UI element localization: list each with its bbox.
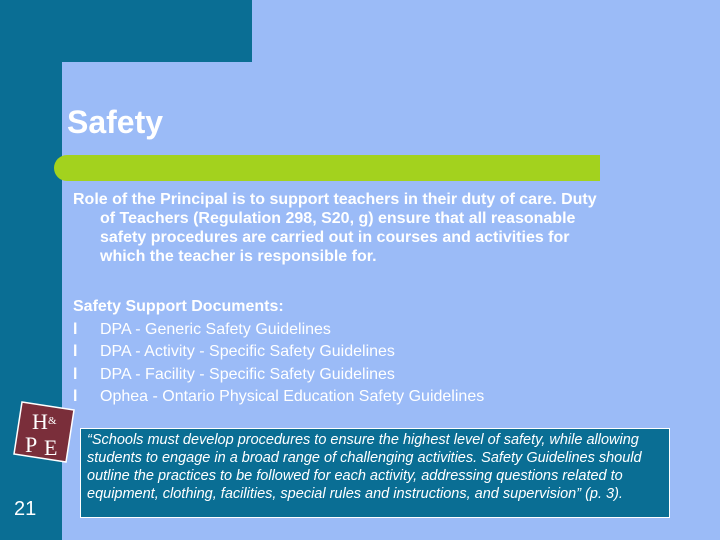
paragraph-line-3: safety procedures are carried out in courses and activities for — [100, 229, 570, 246]
bullet-icon: l — [73, 320, 78, 338]
logo-letter-h: H — [32, 409, 48, 434]
logo-letter-e: E — [44, 435, 58, 460]
list-item-label: DPA - Generic Safety Guidelines — [100, 320, 331, 338]
list-item-label: DPA - Activity - Specific Safety Guidelines — [100, 343, 395, 360]
quote-box: “Schools must develop procedures to ensure the highest level of safety, while allowing students to engage in a broad range of challenging activities. Safety Guidelines should outline the practices to be followed for each activity, addressing questions related to equipment, clothing, facilities, special rules and instructions, and supervision” (p. 3). — [80, 428, 670, 518]
slide-number: 21 — [14, 498, 37, 520]
support-documents-heading: Safety Support Documents: — [73, 298, 284, 315]
logo-ampersand: & — [48, 415, 57, 427]
list-item — [73, 341, 693, 364]
bullet-icon: l — [73, 388, 78, 405]
top-band — [0, 0, 252, 62]
slide-title: Safety — [67, 104, 164, 140]
list-item-label: DPA - Facility - Specific Safety Guidelines — [100, 365, 395, 383]
paragraph-line-4: which the teacher is responsible for. — [100, 248, 377, 265]
bullet-icon: l — [73, 343, 78, 360]
paragraph-line-2: of Teachers (Regulation 298, S20, g) ensure that all reasonable — [100, 210, 576, 227]
bullet-icon: l — [73, 365, 78, 383]
list-item — [73, 319, 693, 342]
list-item — [73, 364, 693, 387]
list-item — [73, 386, 693, 409]
principal-role-paragraph — [73, 190, 673, 266]
title-underline — [54, 155, 600, 181]
list-item-label: Ophea - Ontario Physical Education Safety Guidelines — [100, 388, 485, 405]
hpe-logo-icon — [8, 396, 80, 468]
paragraph-line-1: Role of the Principal is to support teachers in their duty of care. Duty — [73, 191, 597, 208]
support-documents — [73, 296, 693, 409]
logo-letter-p: P — [25, 432, 38, 457]
